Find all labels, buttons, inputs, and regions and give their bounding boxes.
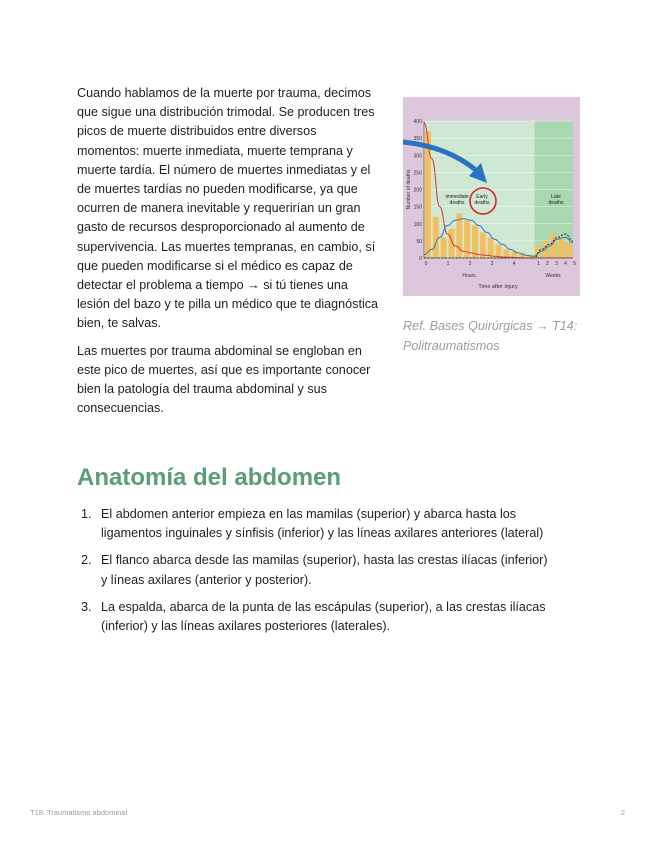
y-axis-label: Number of deaths	[406, 169, 412, 210]
annotation-immediate-deaths: Immediate deaths	[445, 194, 469, 206]
list-item-number: 1.	[81, 507, 92, 521]
y-tick-label: 400	[413, 119, 422, 125]
intro-paragraph-1: Cuando hablamos de la muerte por trauma, decimos que sigue una distribución trimodal. Se producen tres picos de muerte distribuidos entre diversos momentos: muerte inmediata, muerte temprana y muerte tardía. El número de muertes inmediatas y el de muertes tardías no pueden modificarse, ya que ocurren de manera inevitable y requerirían un gran gasto de recursos desproporcionado al aumento de supervivencia. Las muertes tempranas, en cambio, sí que pueden modificarse si el médico es capaz de detectar el problema a tiempo → si tú tienes una lesión del bazo y te pilla un médico que te diagnóstica bien, te salvas.	[77, 86, 379, 331]
x-tick-label: 5	[573, 261, 576, 267]
trimodal-death-chart	[403, 97, 580, 296]
intro-paragraph-2: Las muertes por trauma abdominal se engloban en este pico de muertes, así que es importante conocer bien la patología del trauma abdominal y sus consecuencias.	[77, 343, 371, 416]
figure-caption: Ref. Bases Quirúrgicas → T14: Politraumatismos	[403, 319, 578, 353]
anatomy-list	[77, 505, 557, 644]
y-tick-label: 150	[413, 204, 422, 211]
section-title: Anatomía del abdomen	[77, 464, 342, 491]
list-item	[77, 598, 557, 636]
x-tick-label: 2	[546, 261, 549, 267]
list-item	[77, 505, 557, 543]
y-tick-label: 300	[413, 153, 422, 160]
list-item-text: El abdomen anterior empieza en las mamilas (superior) y abarca hasta los ligamentos inguinales y sínfisis (inferior) y las líneas axilares anteriores (lateral)	[101, 507, 544, 541]
bar	[448, 229, 454, 258]
annotation-late-deaths: Late deaths	[548, 194, 564, 206]
page-number: 2	[620, 808, 625, 817]
footer-title: T18: Traumatismo abdominal	[30, 808, 128, 817]
bar	[433, 217, 439, 258]
list-item-number: 2.	[81, 553, 92, 568]
x-segment-label-hours: Hours	[462, 273, 476, 279]
bar	[566, 243, 572, 258]
y-tick-label: 350	[413, 136, 422, 143]
x-tick-label: 1	[537, 261, 540, 267]
list-item-number: 3.	[81, 599, 92, 614]
x-tick-label: 4	[512, 261, 516, 267]
bar	[480, 232, 486, 258]
x-tick-label: 3	[490, 261, 494, 267]
y-tick-label: 0	[419, 256, 422, 262]
y-tick-label: 50	[416, 238, 422, 245]
x-tick-label: 2	[468, 261, 472, 267]
y-tick-label: 200	[413, 187, 422, 194]
trimodal-death-figure	[403, 97, 580, 296]
list-item-text: La espalda, abarca de la punta de las escápulas (superior), a las crestas ilíacas (inferior) y las líneas axilares posteriores (laterales).	[101, 599, 546, 634]
x-tick-label: 3	[555, 261, 558, 267]
x-tick-label: 4	[564, 261, 567, 267]
bar	[558, 237, 564, 258]
y-tick-label: 250	[413, 170, 422, 177]
intro-text	[77, 84, 381, 426]
x-segment-label-weeks: Weeks	[545, 273, 561, 279]
x-axis-label: Time after injury	[478, 284, 518, 290]
list-item-text: El flanco abarca desde las mamilas (superior), hasta las crestas ilíacas (inferior) y líneas axilares (anterior y posterior).	[101, 553, 548, 587]
bar	[425, 131, 431, 258]
annotation-early-deaths: Early deaths	[474, 194, 490, 206]
bar	[441, 237, 447, 258]
x-tick-label: 0	[424, 261, 428, 267]
list-item	[77, 551, 557, 589]
x-tick-label: 1	[446, 261, 450, 267]
y-tick-label: 100	[413, 221, 422, 228]
